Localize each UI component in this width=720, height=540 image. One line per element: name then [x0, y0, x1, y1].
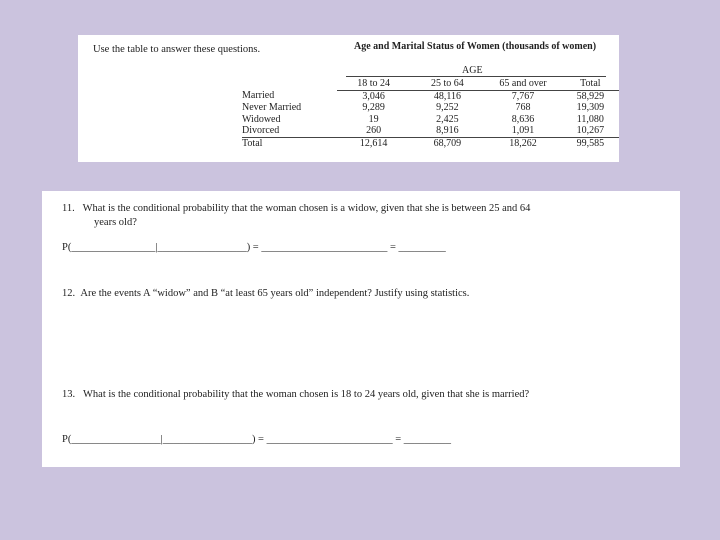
table-cell: 9,289 [362, 102, 385, 113]
table-cell: 768 [515, 102, 531, 113]
table-cell: 1,091 [484, 125, 561, 137]
table-total-row [242, 137, 619, 149]
row-label: Married [242, 90, 275, 102]
question-11-answer-formula: P(________________|_________________) = ________________________ = _________ [62, 242, 446, 253]
table-cell: 19,309 [576, 102, 605, 113]
row-label: Divorced [242, 125, 337, 137]
age-header: AGE [462, 65, 483, 76]
table-cell: 260 [337, 125, 411, 137]
table-cell: 3,046 [362, 90, 385, 102]
row-label: Widowed [242, 113, 281, 125]
column-header: 25 to 64 [411, 78, 485, 90]
table-cell: 12,614 [359, 137, 388, 149]
age-header-rule [346, 76, 606, 77]
table-row [242, 125, 619, 137]
question-13 [62, 389, 529, 400]
table-cell: 18,262 [509, 137, 537, 149]
question-11 [62, 203, 530, 214]
table-cell: 99,585 [576, 137, 605, 149]
question-text: Are the events A “widow” and B “at least 65 years old” independent? Justify using statistics. [80, 288, 470, 299]
row-label: Never Married [242, 102, 302, 113]
table-panel [78, 35, 619, 162]
table-row [242, 114, 619, 126]
table-cell: 19 [368, 113, 379, 125]
question-text: What is the conditional probability that the woman chosen is a widow, given that she is between 25 and 64 [82, 203, 531, 214]
question-number: 13. [62, 389, 76, 400]
table-cell: 2,425 [436, 113, 459, 125]
question-number: 12. [62, 288, 76, 299]
table-title: Age and Marital Status of Women (thousands of women) [354, 41, 597, 52]
table-cell: 8,916 [411, 125, 485, 137]
instruction-text: Use the table to answer these questions. [93, 44, 261, 55]
questions-panel [42, 191, 680, 467]
table-cell: 68,709 [433, 137, 462, 149]
table-cell: 58,929 [576, 90, 605, 102]
question-number: 11. [62, 203, 75, 214]
row-label: Total [242, 137, 263, 149]
table-cell: 48,116 [433, 90, 461, 102]
table-cell: 10,267 [562, 125, 619, 137]
column-header: 65 and over [484, 78, 561, 90]
marital-status-table [242, 78, 619, 149]
table-cell: 8,636 [511, 113, 535, 125]
question-13-answer-formula: P(_________________|_________________) = ________________________ = _________ [62, 434, 452, 445]
table-row [242, 102, 619, 114]
table-header-row [242, 78, 619, 90]
table-row [242, 90, 619, 102]
question-text: What is the conditional probability that the woman chosen is 18 to 24 years old, given that she is married? [83, 389, 530, 400]
table-corner [242, 78, 337, 90]
column-header: Total [562, 78, 619, 90]
column-header: 18 to 24 [337, 78, 411, 90]
table-cell: 11,080 [576, 113, 604, 125]
question-11-continued: years old? [94, 217, 137, 228]
table-cell: 7,767 [511, 90, 535, 102]
question-12 [62, 288, 469, 299]
table-cell: 9,252 [436, 102, 459, 113]
